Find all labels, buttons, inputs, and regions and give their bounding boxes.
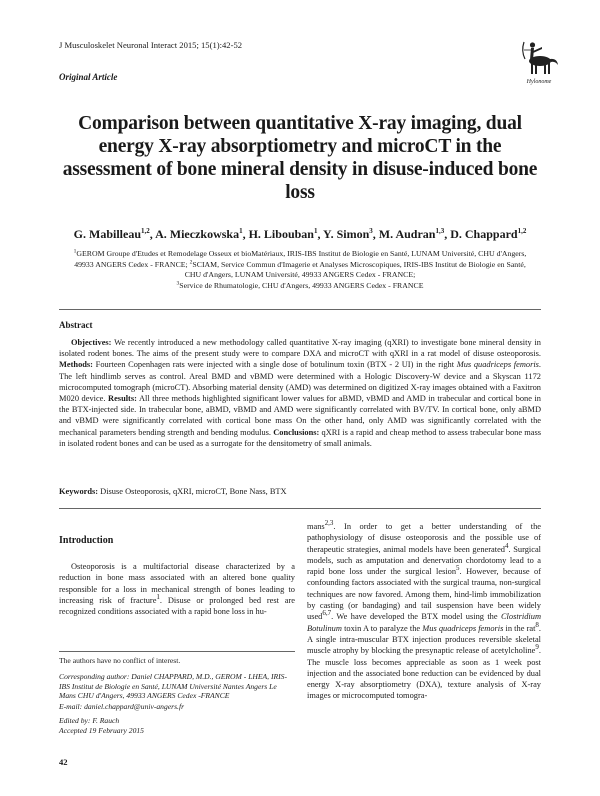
introduction-heading: Introduction — [59, 535, 114, 546]
author: M. Audran$^{1,3}$ — [378, 227, 445, 241]
introduction-right-column: mans$^{2,3}$. In order to get a better understanding of the pathophysiology of disuse osteoporosis and the possible use of therapeutic strategies, animal models have been generated$^4$. Surgical models, such as amputation and denervation chordotomy lead to a rapid bone loss under the surgical lesion$^5$. However, because of confounding factors associated with the surgical trauma, non-surgical techniques are now favored. Among them, hind-limb immobilization by casting (or bandaging) and tail suspension have been widely used$^{6,7}$. We have developed the BTX model using the Clostridium Botulinum toxin A to paralyze the Mus quadriceps femoris in the rat$^8$. A single intra-muscular BTX injection produces reversible skeletal muscle atrophy by blocking the presynaptic release of acetylcholine$^9$. The muscle loss becomes appreciable as soon as 1 week post injection and the associated bone reduction can be evidenced by dual energy X-ray absorptiometry (DXA), texture analysis of X-ray images or microcomputed tomogra- — [307, 519, 541, 701]
keywords: Keywords: Disuse Osteoporosis, qXRI, microCT, Bone Nass, BTX — [59, 487, 287, 496]
abstract-heading: Abstract — [59, 320, 93, 330]
accepted-date: Accepted 19 February 2015 — [59, 726, 144, 735]
author: Y. Simon$^3$ — [323, 227, 373, 241]
author-list: G. Mabilleau$^{1,2}$, A. Mieczkowska$^1$, H. Libouban$^1$, Y. Simon$^3$, M. Audran$^{1,3}$, D. Chappard$^{1,2}$ — [73, 227, 527, 241]
corresponding-author: Corresponding author: Daniel CHAPPARD, M.D., GEROM - LHEA, IRIS-IBS Institut de Biologie en Santé, LUNAM Université Nantes Angers Le Mans CHU d'Angers, 49933 ANGERS Cedex -FRANCE — [59, 672, 287, 701]
paper-title: Comparison between quantitative X-ray imaging, dual energy X-ray absorptiometry and microCT in the assessment of bone mineral density in disuse-induced bone loss — [62, 113, 538, 203]
divider — [59, 508, 541, 509]
centaur-logo-icon — [518, 36, 560, 80]
edited-by: Edited by: F. Rauch — [59, 716, 120, 725]
page-number: 42 — [59, 757, 68, 767]
logo-caption: Hylonome — [526, 79, 552, 85]
introduction-left-column: Osteoporosis is a multifactorial disease characterized by a reduction in bone mass associated with an altered bone quality responsible for a loss in mechanical strength of bones leading to increasing risk of fracture$^1$. Disuse or prolonged bed rest are recognized conditions associated with a rapid bone loss in hu- — [59, 562, 295, 617]
author: A. Mieczkowska$^1$ — [155, 227, 243, 241]
article-type: Original Article — [59, 72, 118, 82]
divider — [59, 309, 541, 310]
author: H. Libouban$^1$ — [248, 227, 318, 241]
footnote-divider — [59, 651, 295, 652]
abstract-body: Objectives: We recently introduced a new methodology called quantitative X-ray imaging (qXRI) to investigate bone mineral density in isolated rodent bones. The aims of the present study were to compare DXA and microCT with qXRI in a rat model of disuse osteoporosis. Methods: Fourteen Copenhagen rats were injected with a single dose of botulinum toxin (BTX - 2 UI) in the right Mus quadriceps femoris. The left hindlimb serves as control. Areal BMD and vBMD were determined with a Hologic Discovery-W device and a Skyscan 1172 microcomputed tomograph (microCT). Absorbing material density (AMD) was determined on digitized X-ray images obtained with a Faxitron M020 device. Results: All three methods highlighted significant lower values for aBMD, vBMD and AMD in trabecular and cortical bone in the BTX-injected side. In trabecular bone, aBMD, vBMD and AMD were significantly correlated with BV/TV. In cortical bone, only aBMD and vBMD were significantly correlated with cortical bone mass On the other hand, only AMD was significantly correlated with the mechanical parameters bending strength and bending modulus. Conclusions: qXRI is a rapid and cheap method to assess trabecular bone mass in isolated rodent bones and can be used as a surrogate for the densitometry of small animals. — [59, 338, 542, 448]
author: G. Mabilleau$^{1,2}$ — [73, 227, 150, 241]
journal-citation: J Musculoskelet Neuronal Interact 2015; 15(1):42-52 — [59, 40, 243, 50]
affiliations: $^1$GEROM Groupe d'Etudes et Remodelage Osseux et bioMatériaux, IRIS-IBS Institut de Biologie en Santé, LUNAM Université, CHU d'Angers, 49933 ANGERS Cedex - FRANCE; $^2$SCIAM, Service Commun d'Imagerie et Analyses Microscopiques, IRIS-IBS Institut de Biologie en Santé, CHU d'Angers, LUNAM Université, 49933 ANGERS Cedex - FRANCE; $^3$Service de Rhumatologie, CHU d'Angers, 49933 ANGERS Cedex - FRANCE — [73, 248, 527, 291]
email: E-mail: daniel.chappard@univ-angers.fr — [59, 702, 185, 711]
conflict-statement: The authors have no conflict of interest. — [59, 656, 181, 665]
author: D. Chappard$^{1,2}$ — [450, 227, 527, 241]
